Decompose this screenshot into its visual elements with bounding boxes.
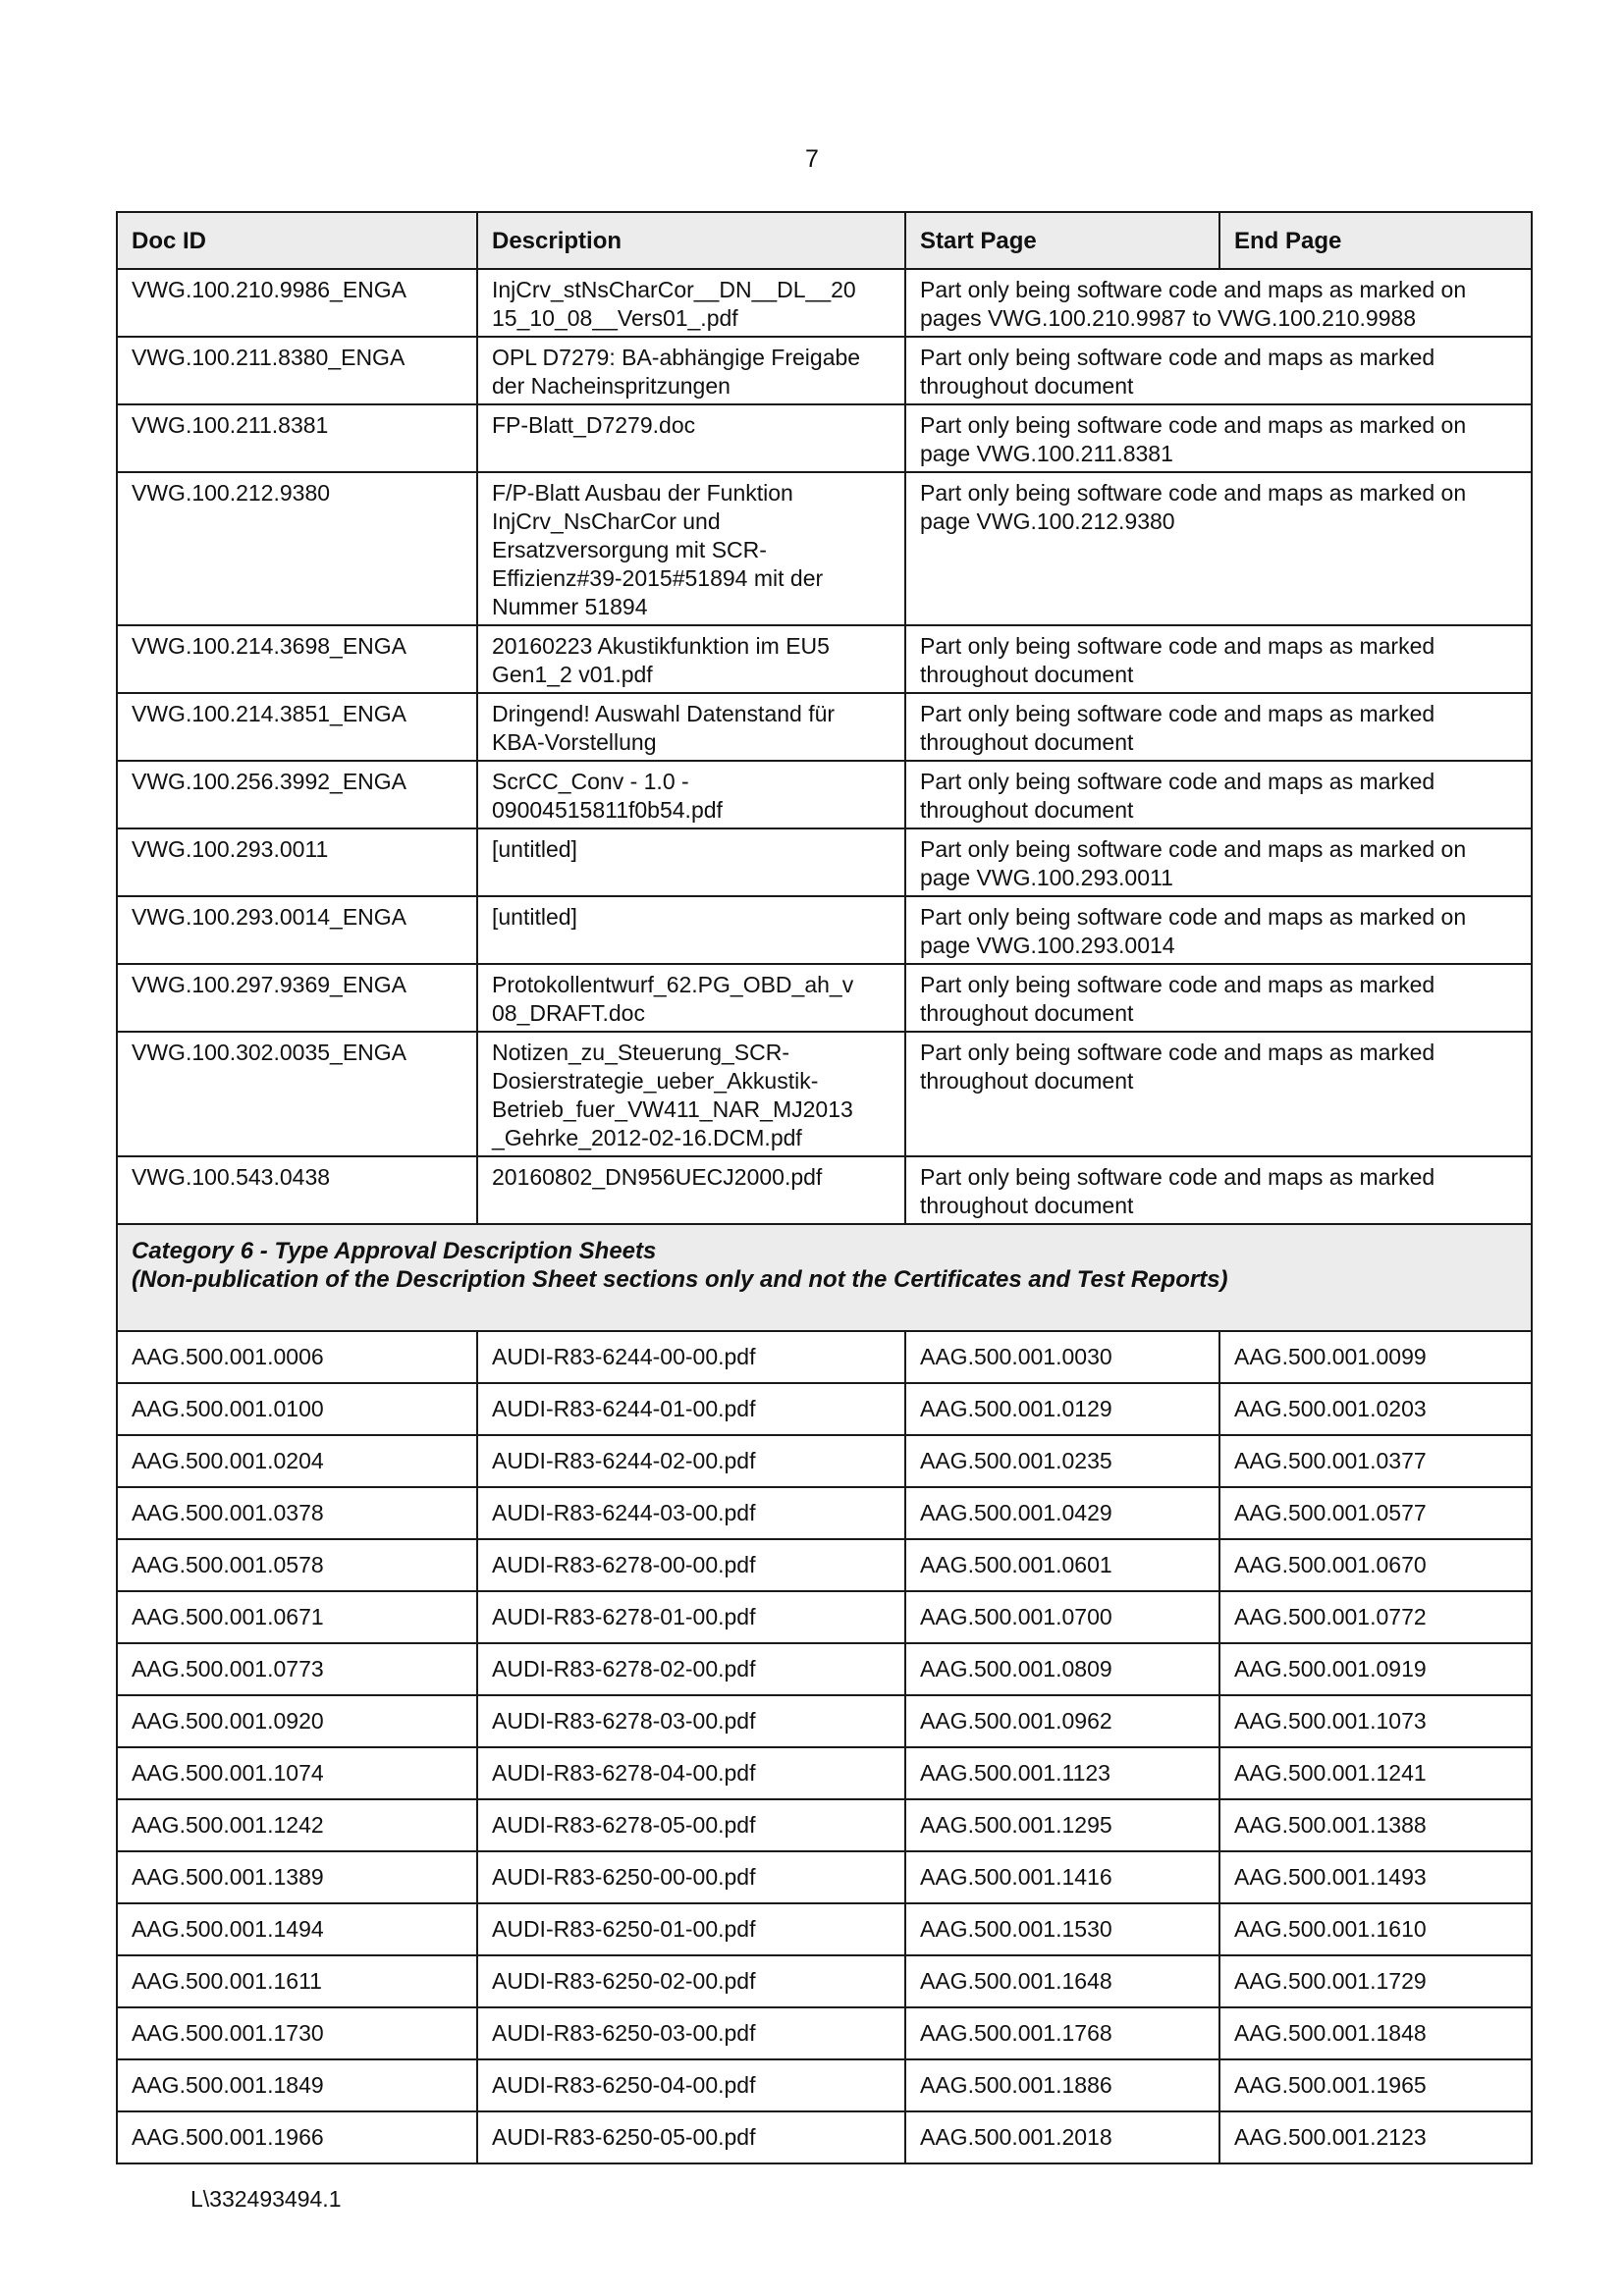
- doc-id-cell: AAG.500.001.0671: [117, 1591, 477, 1643]
- doc-id-cell: VWG.100.256.3992_ENGA: [117, 761, 477, 828]
- doc-id-cell: VWG.100.302.0035_ENGA: [117, 1032, 477, 1156]
- doc-id-cell: AAG.500.001.1849: [117, 2059, 477, 2111]
- end-page-cell: AAG.500.001.0203: [1219, 1383, 1532, 1435]
- table-row: [117, 1903, 1532, 1955]
- doc-id-cell: VWG.100.212.9380: [117, 472, 477, 625]
- start-page-cell: AAG.500.001.1530: [905, 1903, 1219, 1955]
- header-end-page: End Page: [1219, 212, 1532, 269]
- start-page-cell: AAG.500.001.2018: [905, 2111, 1219, 2163]
- description-cell: AUDI-R83-6244-03-00.pdf: [477, 1487, 905, 1539]
- start-page-cell: AAG.500.001.0962: [905, 1695, 1219, 1747]
- table-row: [117, 896, 1532, 964]
- table-row: [117, 1643, 1532, 1695]
- doc-id-cell: AAG.500.001.0006: [117, 1331, 477, 1383]
- document-reference: L\332493494.1: [190, 2186, 342, 2212]
- lower-table-body: [117, 1331, 1532, 2163]
- doc-id-cell: VWG.100.214.3851_ENGA: [117, 693, 477, 761]
- doc-id-cell: AAG.500.001.0100: [117, 1383, 477, 1435]
- doc-id-cell: AAG.500.001.1494: [117, 1903, 477, 1955]
- category-cell: [117, 1224, 1532, 1331]
- table-row: [117, 1032, 1532, 1156]
- doc-id-cell: AAG.500.001.1389: [117, 1851, 477, 1903]
- end-page-cell: AAG.500.001.1610: [1219, 1903, 1532, 1955]
- end-page-cell: AAG.500.001.0099: [1219, 1331, 1532, 1383]
- doc-id-cell: VWG.100.543.0438: [117, 1156, 477, 1224]
- doc-id-cell: AAG.500.001.1611: [117, 1955, 477, 2007]
- table-row: [117, 1383, 1532, 1435]
- doc-id-cell: VWG.100.211.8380_ENGA: [117, 337, 477, 404]
- category-subtitle: (Non-publication of the Description Sheet sections only and not the Certificates and Test Reports): [132, 1266, 1228, 1293]
- end-page-cell: AAG.500.001.1848: [1219, 2007, 1532, 2059]
- header-row: [117, 212, 1532, 269]
- page-range-note-cell: Part only being software code and maps as marked throughout document: [905, 1156, 1532, 1224]
- table-row: [117, 269, 1532, 337]
- page-range-note-cell: Part only being software code and maps as marked throughout document: [905, 964, 1532, 1032]
- end-page-cell: AAG.500.001.0577: [1219, 1487, 1532, 1539]
- end-page-cell: AAG.500.001.0919: [1219, 1643, 1532, 1695]
- end-page-cell: AAG.500.001.0772: [1219, 1591, 1532, 1643]
- page-range-note-cell: Part only being software code and maps as marked on page VWG.100.212.9380: [905, 472, 1532, 625]
- page-range-note-cell: Part only being software code and maps as marked throughout document: [905, 337, 1532, 404]
- description-cell: F/P-Blatt Ausbau der Funktion InjCrv_NsCharCor und Ersatzversorgung mit SCR-Effizienz#39-2015#51894 mit der Nummer 51894: [477, 472, 905, 625]
- doc-id-cell: VWG.100.297.9369_ENGA: [117, 964, 477, 1032]
- table-row: [117, 1591, 1532, 1643]
- page-range-note-cell: Part only being software code and maps as marked on page VWG.100.293.0014: [905, 896, 1532, 964]
- table-row: [117, 2111, 1532, 2163]
- header-description: Description: [477, 212, 905, 269]
- start-page-cell: AAG.500.001.0809: [905, 1643, 1219, 1695]
- description-cell: AUDI-R83-6250-02-00.pdf: [477, 1955, 905, 2007]
- end-page-cell: AAG.500.001.2123: [1219, 2111, 1532, 2163]
- table-row: [117, 964, 1532, 1032]
- page-range-note-cell: Part only being software code and maps as marked throughout document: [905, 693, 1532, 761]
- doc-id-cell: VWG.100.210.9986_ENGA: [117, 269, 477, 337]
- description-cell: FP-Blatt_D7279.doc: [477, 404, 905, 472]
- table-row: [117, 1747, 1532, 1799]
- page-range-note-cell: Part only being software code and maps as marked on page VWG.100.211.8381: [905, 404, 1532, 472]
- description-cell: AUDI-R83-6278-00-00.pdf: [477, 1539, 905, 1591]
- table-row: [117, 761, 1532, 828]
- description-cell: Notizen_zu_Steuerung_SCR-Dosierstrategie_ueber_Akkustik-Betrieb_fuer_VW411_NAR_MJ2013 _Gehrke_2012-02-16.DCM.pdf: [477, 1032, 905, 1156]
- document-table: [116, 211, 1533, 2164]
- end-page-cell: AAG.500.001.0670: [1219, 1539, 1532, 1591]
- page-number: 7: [805, 145, 819, 173]
- table-row: [117, 1156, 1532, 1224]
- description-cell: Protokollentwurf_62.PG_OBD_ah_v 08_DRAFT.doc: [477, 964, 905, 1032]
- doc-id-cell: AAG.500.001.0204: [117, 1435, 477, 1487]
- end-page-cell: AAG.500.001.1241: [1219, 1747, 1532, 1799]
- header-doc-id: Doc ID: [117, 212, 477, 269]
- description-cell: [untitled]: [477, 828, 905, 896]
- table-row: [117, 337, 1532, 404]
- description-cell: AUDI-R83-6278-02-00.pdf: [477, 1643, 905, 1695]
- start-page-cell: AAG.500.001.1416: [905, 1851, 1219, 1903]
- start-page-cell: AAG.500.001.0030: [905, 1331, 1219, 1383]
- description-cell: 20160223 Akustikfunktion im EU5 Gen1_2 v01.pdf: [477, 625, 905, 693]
- table-header: [117, 212, 1532, 269]
- description-cell: AUDI-R83-6244-01-00.pdf: [477, 1383, 905, 1435]
- doc-id-cell: AAG.500.001.1074: [117, 1747, 477, 1799]
- description-cell: ScrCC_Conv - 1.0 - 09004515811f0b54.pdf: [477, 761, 905, 828]
- page-range-note-cell: Part only being software code and maps as marked throughout document: [905, 1032, 1532, 1156]
- description-cell: AUDI-R83-6250-01-00.pdf: [477, 1903, 905, 1955]
- end-page-cell: AAG.500.001.1388: [1219, 1799, 1532, 1851]
- description-cell: 20160802_DN956UECJ2000.pdf: [477, 1156, 905, 1224]
- description-cell: AUDI-R83-6250-04-00.pdf: [477, 2059, 905, 2111]
- table-row: [117, 472, 1532, 625]
- start-page-cell: AAG.500.001.1886: [905, 2059, 1219, 2111]
- page-range-note-cell: Part only being software code and maps as marked throughout document: [905, 625, 1532, 693]
- end-page-cell: AAG.500.001.1729: [1219, 1955, 1532, 2007]
- table-row: [117, 1695, 1532, 1747]
- table-row: [117, 1851, 1532, 1903]
- start-page-cell: AAG.500.001.0601: [905, 1539, 1219, 1591]
- description-cell: AUDI-R83-6250-03-00.pdf: [477, 2007, 905, 2059]
- table-row: [117, 1487, 1532, 1539]
- description-cell: Dringend! Auswahl Datenstand für KBA-Vorstellung: [477, 693, 905, 761]
- doc-id-cell: VWG.100.293.0011: [117, 828, 477, 896]
- table-row: [117, 1955, 1532, 2007]
- start-page-cell: AAG.500.001.1768: [905, 2007, 1219, 2059]
- start-page-cell: AAG.500.001.0129: [905, 1383, 1219, 1435]
- end-page-cell: AAG.500.001.1965: [1219, 2059, 1532, 2111]
- table-row: [117, 2007, 1532, 2059]
- start-page-cell: AAG.500.001.1123: [905, 1747, 1219, 1799]
- doc-id-cell: AAG.500.001.1242: [117, 1799, 477, 1851]
- table-row: [117, 828, 1532, 896]
- end-page-cell: AAG.500.001.0377: [1219, 1435, 1532, 1487]
- doc-id-cell: AAG.500.001.0378: [117, 1487, 477, 1539]
- description-cell: AUDI-R83-6244-02-00.pdf: [477, 1435, 905, 1487]
- start-page-cell: AAG.500.001.1648: [905, 1955, 1219, 2007]
- page-range-note-cell: Part only being software code and maps as marked on pages VWG.100.210.9987 to VWG.100.210.9988: [905, 269, 1532, 337]
- table-row: [117, 625, 1532, 693]
- doc-id-cell: AAG.500.001.0773: [117, 1643, 477, 1695]
- table-row: [117, 1539, 1532, 1591]
- end-page-cell: AAG.500.001.1493: [1219, 1851, 1532, 1903]
- description-cell: AUDI-R83-6278-01-00.pdf: [477, 1591, 905, 1643]
- table-row: [117, 1435, 1532, 1487]
- description-cell: AUDI-R83-6244-00-00.pdf: [477, 1331, 905, 1383]
- table-row: [117, 693, 1532, 761]
- category-row: [117, 1224, 1532, 1331]
- header-start-page: Start Page: [905, 212, 1219, 269]
- end-page-cell: AAG.500.001.1073: [1219, 1695, 1532, 1747]
- table-row: [117, 1799, 1532, 1851]
- doc-id-cell: VWG.100.214.3698_ENGA: [117, 625, 477, 693]
- table-row: [117, 1331, 1532, 1383]
- doc-id-cell: VWG.100.293.0014_ENGA: [117, 896, 477, 964]
- doc-id-cell: AAG.500.001.1730: [117, 2007, 477, 2059]
- category-title: Category 6 - Type Approval Description Sheets: [132, 1238, 657, 1264]
- doc-id-cell: AAG.500.001.0920: [117, 1695, 477, 1747]
- table-row: [117, 404, 1532, 472]
- description-cell: AUDI-R83-6278-03-00.pdf: [477, 1695, 905, 1747]
- description-cell: AUDI-R83-6278-04-00.pdf: [477, 1747, 905, 1799]
- doc-id-cell: VWG.100.211.8381: [117, 404, 477, 472]
- category-body: [117, 1224, 1532, 1331]
- description-cell: AUDI-R83-6250-05-00.pdf: [477, 2111, 905, 2163]
- table-row: [117, 2059, 1532, 2111]
- description-cell: [untitled]: [477, 896, 905, 964]
- description-cell: AUDI-R83-6250-00-00.pdf: [477, 1851, 905, 1903]
- start-page-cell: AAG.500.001.0429: [905, 1487, 1219, 1539]
- start-page-cell: AAG.500.001.0700: [905, 1591, 1219, 1643]
- description-cell: AUDI-R83-6278-05-00.pdf: [477, 1799, 905, 1851]
- doc-id-cell: AAG.500.001.0578: [117, 1539, 477, 1591]
- start-page-cell: AAG.500.001.0235: [905, 1435, 1219, 1487]
- upper-table-body: [117, 269, 1532, 1224]
- doc-id-cell: AAG.500.001.1966: [117, 2111, 477, 2163]
- description-cell: InjCrv_stNsCharCor__DN__DL__20 15_10_08__Vers01_.pdf: [477, 269, 905, 337]
- page-range-note-cell: Part only being software code and maps as marked throughout document: [905, 761, 1532, 828]
- page-range-note-cell: Part only being software code and maps as marked on page VWG.100.293.0011: [905, 828, 1532, 896]
- description-cell: OPL D7279: BA-abhängige Freigabe der Nacheinspritzungen: [477, 337, 905, 404]
- start-page-cell: AAG.500.001.1295: [905, 1799, 1219, 1851]
